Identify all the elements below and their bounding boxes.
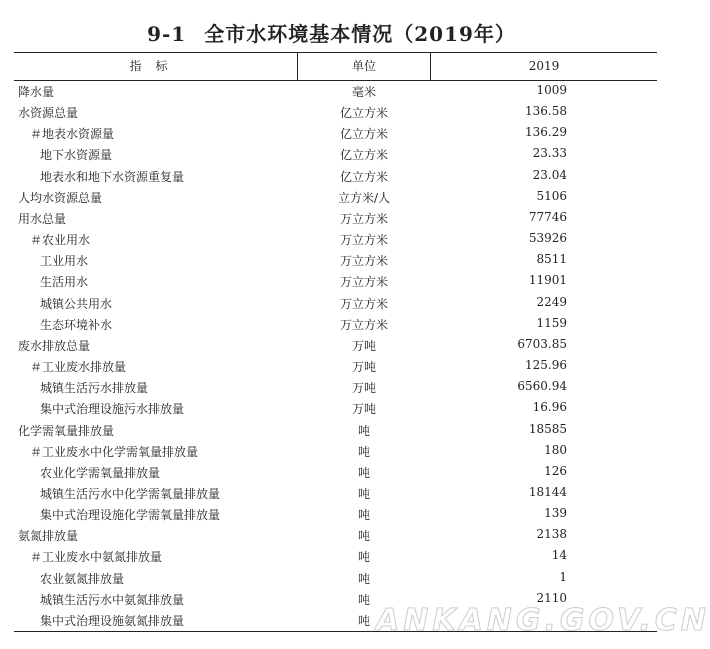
table-row [14, 270, 657, 291]
indicator-cell: 集中式治理设施污水排放量 [40, 402, 185, 417]
value-cell: 16.96 [532, 400, 567, 415]
table-row [14, 80, 657, 101]
value-cell: 18144 [528, 484, 567, 499]
table-row [14, 249, 657, 270]
indicator-cell: 地表水和地下水资源重复量 [40, 169, 185, 184]
unit-cell: 吨 [357, 529, 370, 544]
unit-cell: 万立方米 [339, 275, 388, 290]
unit-cell: 万立方米 [339, 233, 388, 248]
value-cell: 11901 [528, 273, 567, 288]
unit-cell: 亿立方米 [339, 148, 388, 163]
table-row [14, 186, 657, 207]
unit-cell: 亿立方米 [339, 127, 388, 142]
indicator-cell: 工业用水 [40, 254, 89, 269]
value-cell: 139 [544, 506, 567, 521]
unit-cell: 吨 [357, 486, 370, 501]
indicator-cell: 城镇公共用水 [40, 296, 113, 311]
value-cell: 2249 [536, 294, 567, 309]
value-cell: 5106 [536, 188, 567, 203]
table-row [14, 355, 657, 376]
indicator-cell: 集中式治理设施氨氮排放量 [40, 613, 185, 628]
table-row [14, 419, 657, 440]
indicator-cell: ＃工业废水中化学需氧量排放量 [30, 444, 199, 459]
unit-cell: 万吨 [351, 360, 376, 375]
value-cell: 23.04 [532, 167, 567, 182]
value-cell: 2138 [536, 527, 567, 542]
unit-cell: 亿立方米 [339, 106, 388, 121]
indicator-cell: 用水总量 [18, 211, 67, 226]
unit-cell: 万吨 [351, 381, 376, 396]
unit-cell: 万立方米 [339, 254, 388, 269]
table-row [14, 503, 657, 524]
unit-cell: 万立方米 [339, 317, 388, 332]
table-row [14, 101, 657, 122]
indicator-cell: ＃农业用水 [30, 233, 91, 248]
indicator-cell: ＃地表水资源量 [30, 127, 115, 142]
table-row [14, 440, 657, 461]
table-row [14, 165, 657, 186]
table-body [14, 80, 657, 630]
unit-cell: 吨 [357, 423, 370, 438]
indicator-cell: 人均水资源总量 [18, 190, 103, 205]
unit-cell: 万立方米 [339, 211, 388, 226]
value-cell: 6703.85 [517, 336, 567, 351]
unit-cell: 吨 [357, 508, 370, 523]
value-cell: 77746 [528, 209, 567, 224]
table-row [14, 567, 657, 588]
table-number: 9-1 [147, 22, 187, 46]
indicator-cell: 农业化学需氧量排放量 [40, 465, 161, 480]
unit-cell: 亿立方米 [339, 169, 388, 184]
table-row [14, 397, 657, 418]
table-row [14, 313, 657, 334]
indicator-cell: 降水量 [18, 85, 55, 99]
value-cell: 136.58 [525, 104, 567, 119]
table-row [14, 545, 657, 566]
value-cell: 18585 [528, 421, 567, 436]
header-unit: 单位 [351, 59, 376, 73]
value-cell: 125.96 [525, 358, 567, 373]
table-row [14, 376, 657, 397]
indicator-cell: 生活用水 [40, 275, 89, 290]
indicator-cell: ＃工业废水中氨氮排放量 [30, 550, 163, 565]
table-row [14, 207, 657, 228]
value-cell: 1009 [536, 83, 567, 97]
table-row [14, 228, 657, 249]
table-row [14, 524, 657, 545]
unit-cell: 毫米 [351, 85, 376, 99]
page-title [0, 18, 663, 47]
table-row [14, 461, 657, 482]
table-title-text: 全市水环境基本情况（2019年） [204, 22, 516, 46]
unit-cell: 吨 [357, 613, 370, 628]
indicator-cell: 生态环境补水 [40, 317, 113, 332]
indicator-cell: 废水排放总量 [18, 338, 91, 353]
unit-cell: 万立方米 [339, 296, 388, 311]
indicator-cell: 集中式治理设施化学需氧量排放量 [40, 508, 221, 523]
indicator-cell: 氨氮排放量 [18, 529, 79, 544]
unit-cell: 吨 [357, 465, 370, 480]
value-cell: 6560.94 [517, 379, 567, 394]
header-indicator: 指标 [129, 59, 182, 73]
unit-cell: 万吨 [351, 338, 376, 353]
value-cell: 1159 [536, 315, 567, 330]
table-row [14, 482, 657, 503]
value-cell: 180 [544, 442, 567, 457]
indicator-cell: 城镇生活污水排放量 [40, 381, 149, 396]
unit-cell: 立方米/人 [337, 190, 391, 205]
unit-cell: 吨 [357, 571, 370, 586]
value-cell: 14 [551, 548, 567, 563]
indicator-cell: 城镇生活污水中化学需氧量排放量 [40, 486, 221, 501]
value-cell: 53926 [528, 231, 567, 246]
table-row [14, 143, 657, 164]
table-row [14, 292, 657, 313]
unit-cell: 吨 [357, 592, 370, 607]
unit-cell: 万吨 [351, 402, 376, 417]
value-cell: 136.29 [525, 125, 567, 140]
indicator-cell: 化学需氧量排放量 [18, 423, 115, 438]
indicator-cell: 城镇生活污水中氨氮排放量 [40, 592, 185, 607]
value-cell: 2110 [536, 590, 567, 605]
value-cell: 23.33 [532, 146, 567, 161]
value-cell: 8511 [536, 252, 567, 267]
watermark: ANKANG.GOV.CN [376, 603, 710, 638]
unit-cell: 吨 [357, 550, 370, 565]
unit-cell: 吨 [357, 444, 370, 459]
indicator-cell: 水资源总量 [18, 106, 79, 121]
table-row [14, 334, 657, 355]
indicator-cell: 农业氨氮排放量 [40, 571, 125, 586]
table-row [14, 122, 657, 143]
header-year: 2019 [528, 59, 560, 73]
indicator-cell: ＃工业废水排放量 [30, 360, 127, 375]
indicator-cell: 地下水资源量 [40, 148, 113, 163]
value-cell: 1 [559, 569, 567, 584]
value-cell: 126 [544, 463, 567, 478]
